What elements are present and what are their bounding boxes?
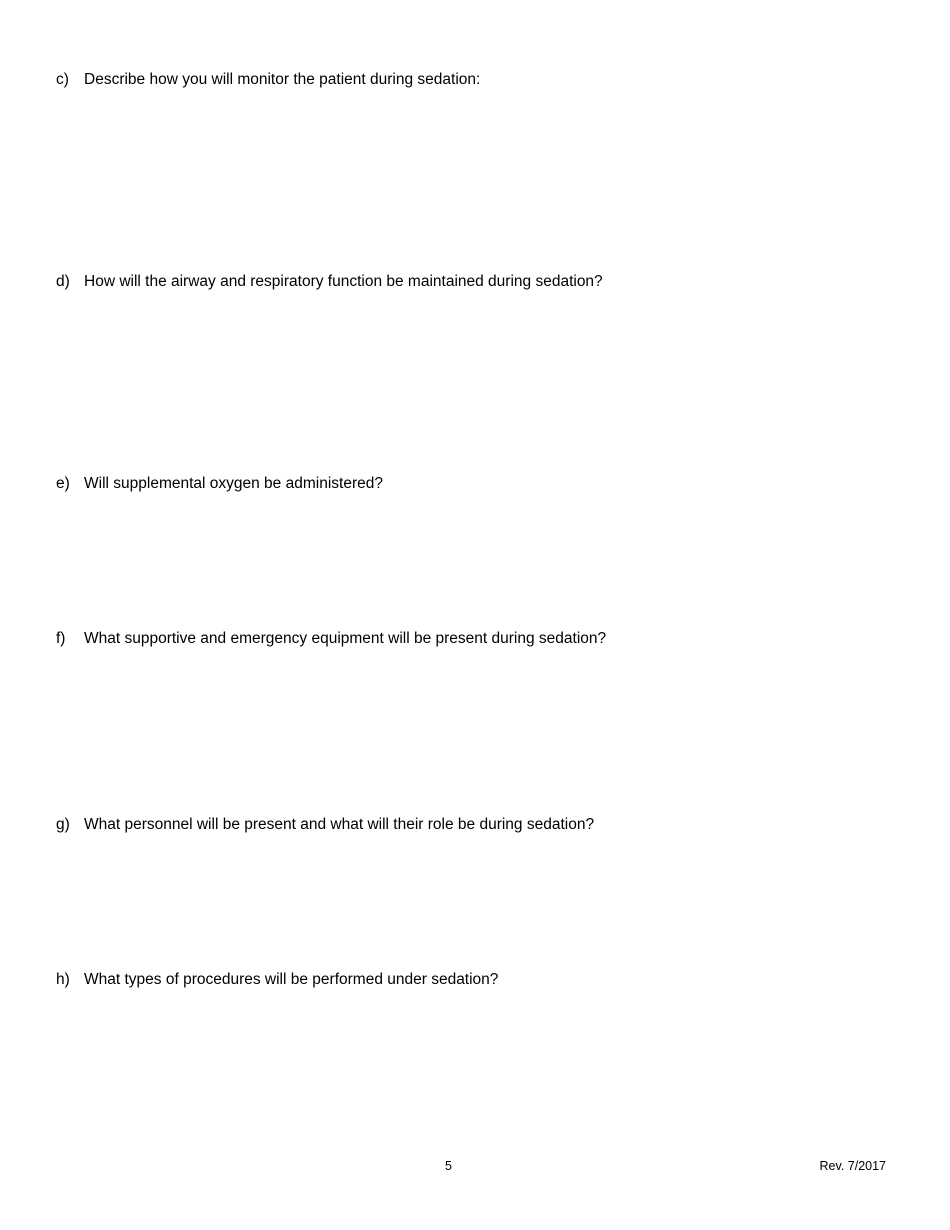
answer-area-g[interactable] (84, 845, 884, 960)
question-text: Will supplemental oxygen be administered? (84, 475, 383, 492)
question-letter: g) (56, 816, 70, 833)
question-d (56, 273, 603, 291)
question-text: What personnel will be present and what will their role be during sedation? (84, 816, 595, 833)
question-text: How will the airway and respiratory function be maintained during sedation? (84, 273, 603, 290)
question-e (56, 475, 383, 493)
answer-area-c[interactable] (84, 100, 884, 260)
answer-area-f[interactable] (84, 659, 884, 804)
question-text: What types of procedures will be performed under sedation? (84, 971, 499, 988)
question-g (56, 816, 594, 834)
question-text: Describe how you will monitor the patient during sedation: (84, 71, 481, 88)
question-h (56, 971, 498, 989)
page-number: 5 (445, 1159, 452, 1173)
question-letter: h) (56, 971, 70, 988)
question-f (56, 630, 606, 648)
question-text: What supportive and emergency equipment will be present during sedation? (84, 630, 607, 647)
question-letter: d) (56, 273, 70, 290)
answer-area-d[interactable] (84, 302, 884, 462)
answer-area-e[interactable] (84, 504, 884, 619)
question-letter: f) (56, 630, 66, 647)
answer-area-h[interactable] (84, 1000, 884, 1145)
question-c (56, 71, 480, 89)
revision-date: Rev. 7/2017 (819, 1159, 886, 1173)
question-letter: c) (56, 71, 69, 88)
question-letter: e) (56, 475, 70, 492)
